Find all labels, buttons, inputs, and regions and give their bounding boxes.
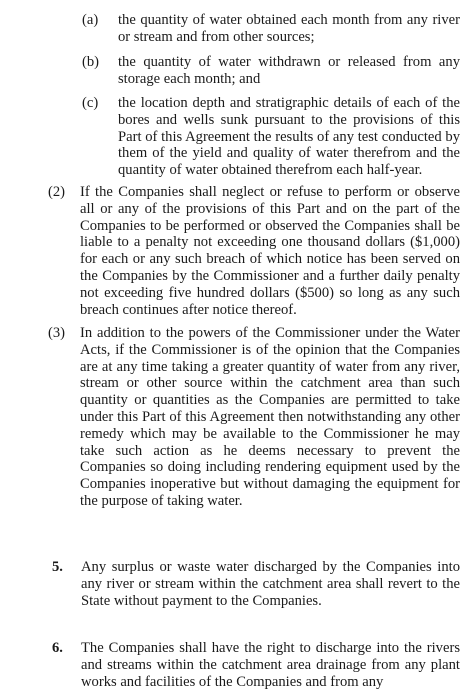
list-item-c: [82, 95, 460, 179]
item-label: (b): [82, 54, 100, 70]
subclause-text: If the Companies shall neglect or refuse to perform or observe all or any of the provisions of this Part and on the part of the Companies to be performed or observed the Companies shall be liable to a penalty not exceeding one thousand dollars ($1,000) for each or any such breach of which notice has been served on the Companies by the Commissioner and a further daily penalty not exceeding five hundred dollars ($500) so long as any such breach continues after notice thereof.: [80, 184, 460, 318]
subclause-2: [48, 184, 460, 318]
clause-text: The Companies shall have the right to discharge into the rivers and streams within the catchment area drainage from any plant works and facilities of the Companies and from any: [81, 640, 460, 690]
item-label: (a): [82, 12, 99, 28]
clause-6: [52, 640, 460, 690]
item-label: (c): [82, 95, 99, 111]
item-text: the quantity of water obtained each month from any river or stream and from other sources;: [118, 12, 460, 45]
clause-number: 5.: [52, 559, 63, 575]
clause-text: Any surplus or waste water discharged by the Companies into any river or stream within the catchment area shall revert to the State without payment to the Companies.: [81, 559, 460, 609]
item-text: the location depth and stratigraphic details of each of the bores and wells sunk pursuant to the provisions of this Part of this Agreement the results of any test conducted by them of the yield and quality of water therefrom and the quantity of water obtained therefrom each half-year.: [118, 95, 460, 179]
list-item-b: [82, 54, 460, 88]
subclause-label: (2): [48, 184, 66, 200]
clause-number: 6.: [52, 640, 63, 656]
subclause-label: (3): [48, 325, 66, 341]
subclause-3: [48, 325, 460, 510]
list-item-a: [82, 12, 460, 46]
item-text: the quantity of water withdrawn or released from any storage each month; and: [118, 54, 460, 87]
clause-5: [52, 559, 460, 609]
subclause-text: In addition to the powers of the Commissioner under the Water Acts, if the Commissioner is of the opinion that the Companies are at any time taking a greater quantity of water from any river, stream or other source within the catchment area than such quantity or quantities as the Companies are permitted to take under this Part of this Agreement then notwithstanding any other remedy which may be available to the Commissioner he may take such action as he deems necessary to prevent the Companies so doing including rendering equipment used by the Companies inoperative but without damaging the equipment for the purpose of taking water.: [80, 325, 460, 509]
